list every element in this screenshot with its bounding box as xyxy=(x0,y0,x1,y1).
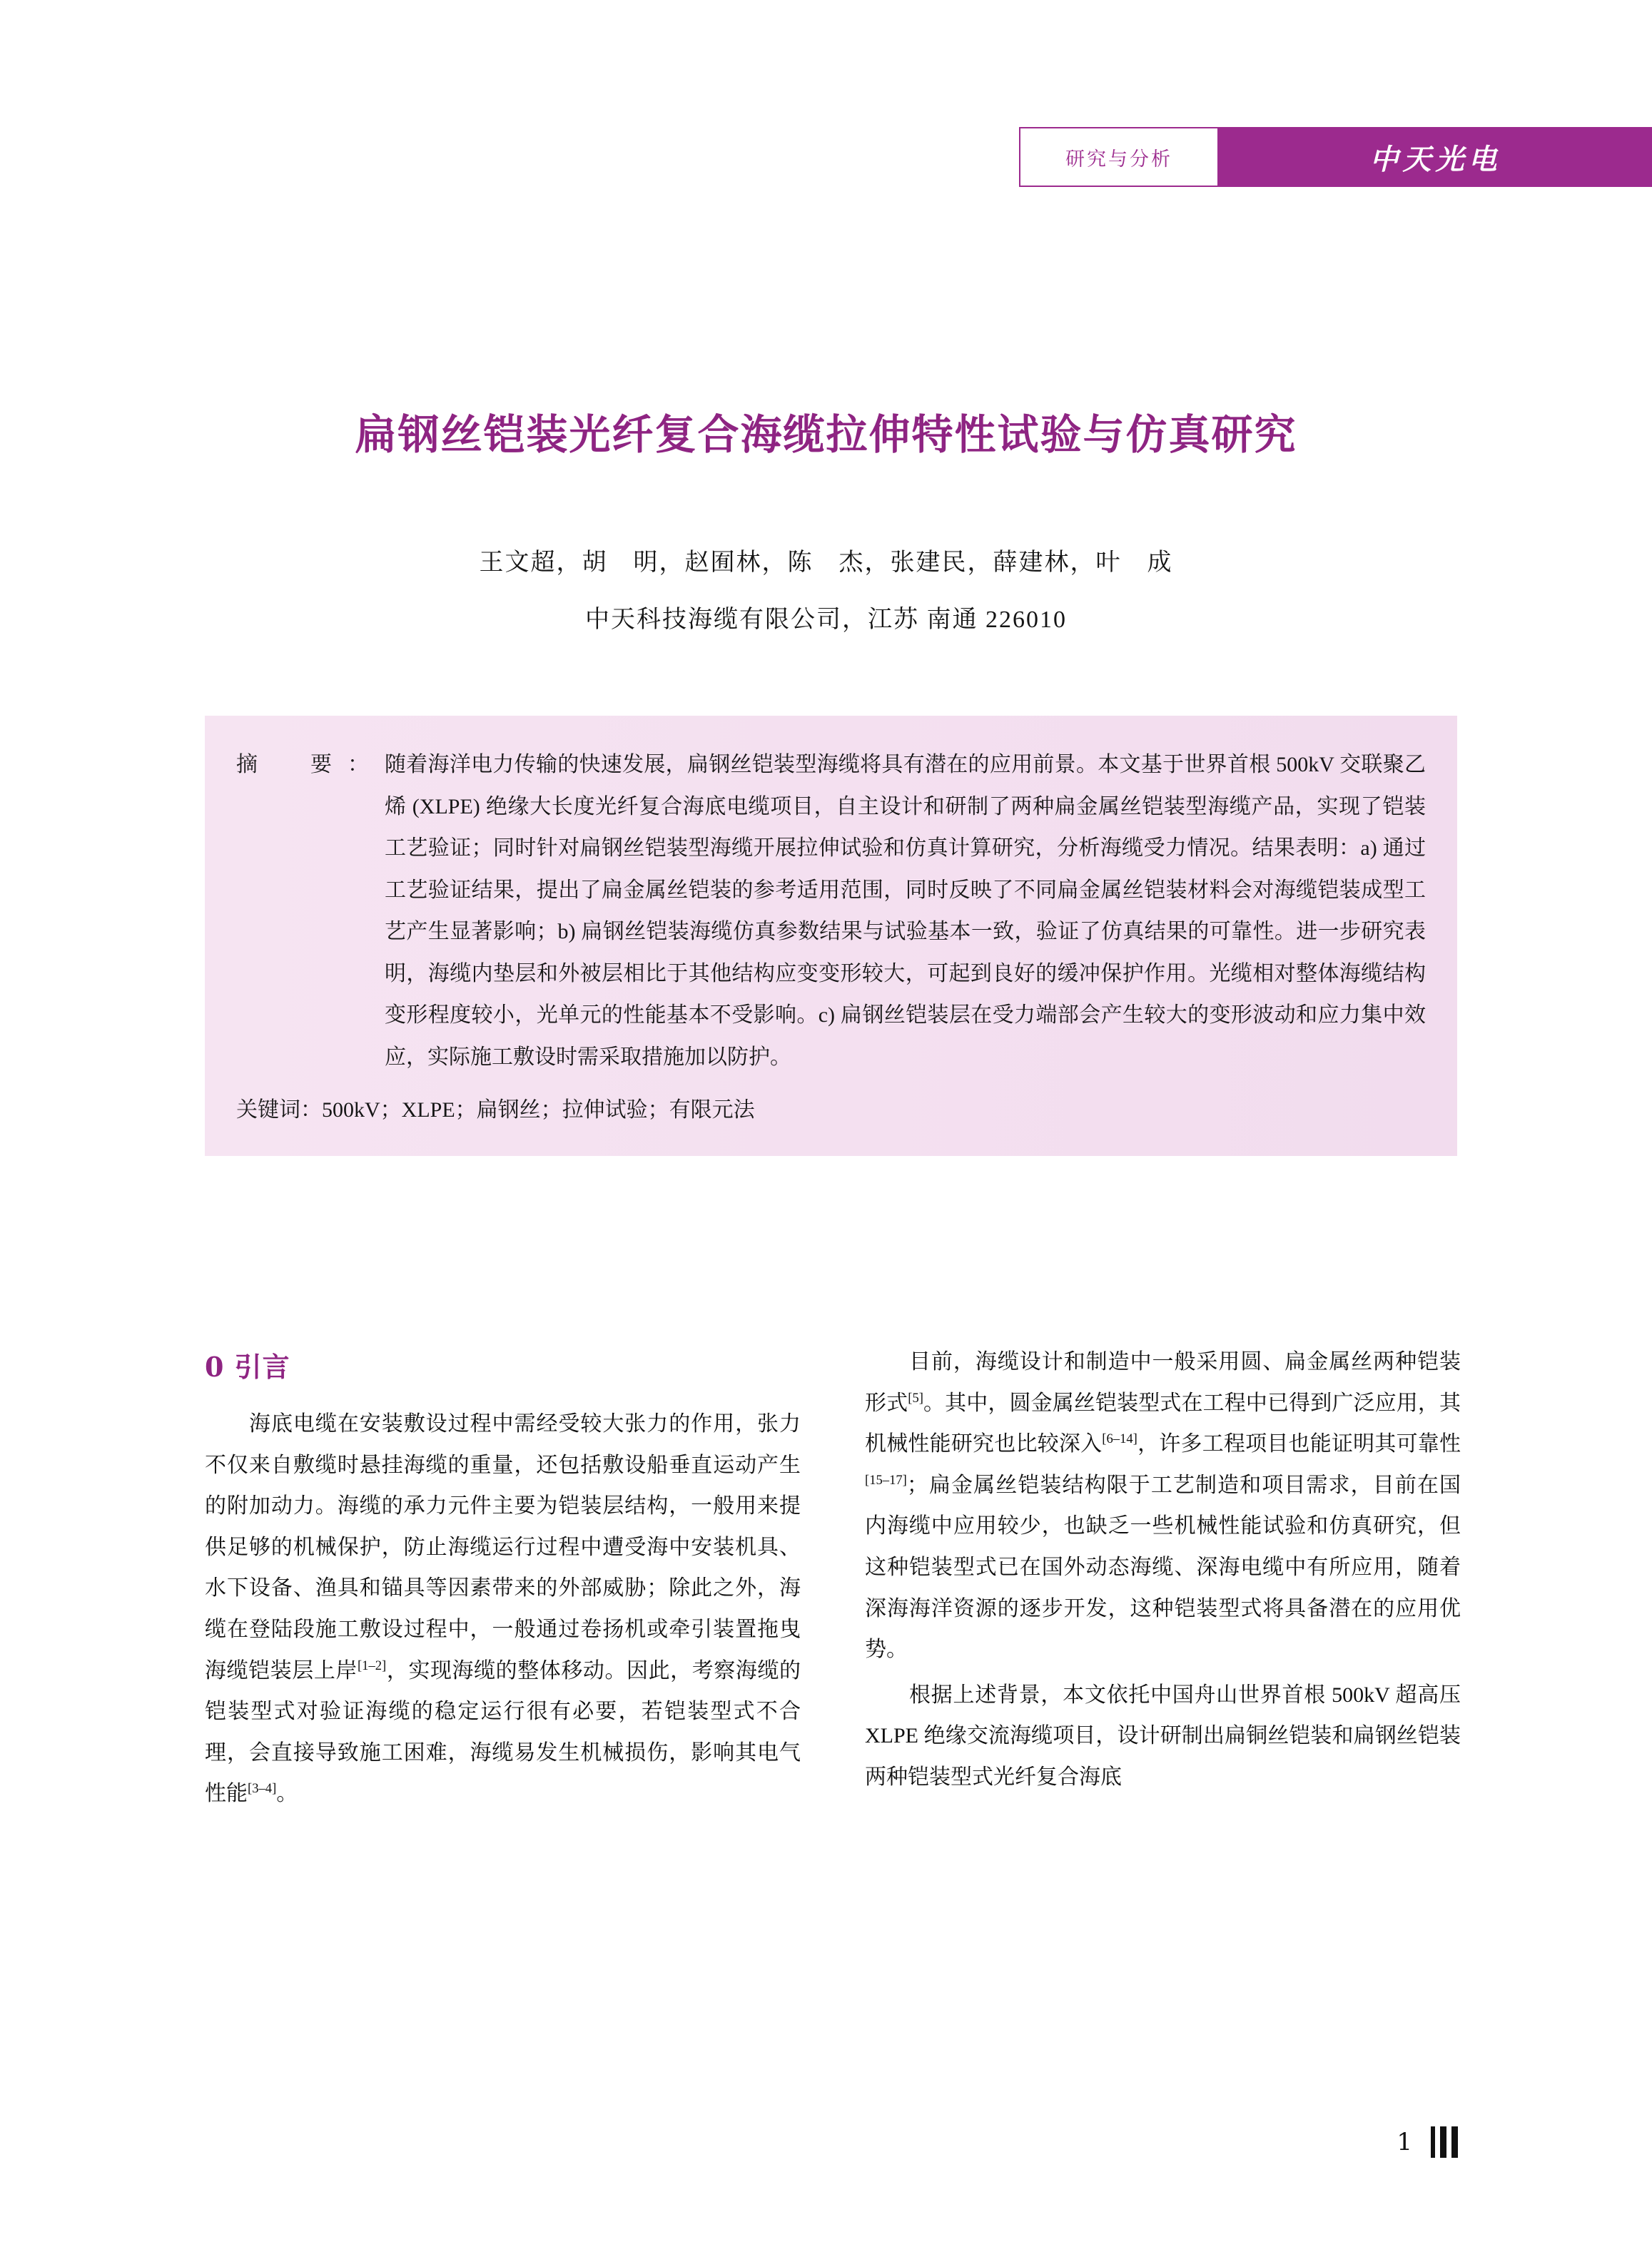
section-heading-0: 0 引言 xyxy=(205,1351,290,1383)
author-list: 王文超，胡 明，赵囿林，陈 杰，张建民，薛建林，叶 成 xyxy=(479,549,1173,576)
footer-bars-decoration xyxy=(1431,2126,1458,2158)
paragraph xyxy=(205,1404,801,1815)
paragraph-text-end: 。 xyxy=(276,1782,298,1806)
page-number: 1 xyxy=(1397,2128,1412,2156)
abstract-box xyxy=(205,716,1457,1156)
citation-ref: [6–14] xyxy=(1102,1431,1137,1447)
citation-ref: [1–2] xyxy=(357,1658,387,1673)
paragraph xyxy=(865,1341,1461,1670)
column-left xyxy=(205,1341,801,1819)
keywords: 关键词：500kV；XLPE；扁钢丝；拉伸试验；有限元法 xyxy=(236,1098,755,1122)
paragraph-text: 海底电缆在安装敷设过程中需经受较大张力的作用，张力不仅来自敷缆时悬挂海缆的重量，还包括敷设船垂直运动产生的附加动力。海缆的承力元件主要为铠装层结构，一般用来提供足够的机械保护，防止海缆运行过程中遭受海中安装机具、水下设备、渔具和锚具等因素带来的外部威胁；除此之外，海缆在登陆段施工敷设过程中，一般通过卷扬机或牵引装置拖曳海缆铠装层上岸 xyxy=(205,1411,801,1683)
citation-ref: [15–17] xyxy=(865,1472,907,1488)
affiliation: 中天科技海缆有限公司，江苏 南通 226010 xyxy=(585,607,1067,633)
column-right xyxy=(865,1341,1461,1819)
paragraph-text: ，许多工程项目也能证明其可靠性 xyxy=(1137,1432,1461,1456)
abstract-text: 随着海洋电力传输的快速发展，扁钢丝铠装型海缆将具有潜在的应用前景。本文基于世界首根 500kV 交联聚乙烯 (XLPE) 绝缘大长度光纤复合海底电缆项目，自主设计和研制了两种扁金属丝铠装型海缆产品，实现了铠装工艺验证；同时针对扁钢丝铠装型海缆开展拉伸试验和仿真计算研究，分析海缆受力情况。结果表明：a) 通过工艺验证结果，提出了扁金属丝铠装的参考适用范围，同时反映了不同扁金属丝铠装材料会对海缆铠装成型工艺产生显著影响；b) 扁钢丝铠装海缆仿真参数结果与试验基本一致，验证了仿真结果的可靠性。进一步研究表明，海缆内垫层和外被层相比于其他结构应变变形较大，可起到良好的缓冲保护作用。光缆相对整体海缆结构变形程度较小，光单元的性能基本不受影响。c) 扁钢丝铠装层在受力端部会产生较大的变形波动和应力集中效应，实际施工敷设时需采取措施加以防护。 xyxy=(385,753,1426,1069)
paragraph: 根据上述背景，本文依托中国舟山世界首根 500kV 超高压 XLPE 绝缘交流海缆项目，设计研制出扁铜丝铠装和扁钢丝铠装两种铠装型式光纤复合海底 xyxy=(865,1683,1461,1789)
abstract-row xyxy=(236,744,1426,1078)
journal-logo: 中天光电 xyxy=(1219,127,1652,187)
page-title: 扁钢丝铠装光纤复合海缆拉伸特性试验与仿真研究 xyxy=(355,410,1297,459)
header-section-label: 研究与分析 xyxy=(1019,127,1219,187)
paragraph-text: ；扁金属丝铠装结构限于工艺制造和项目需求，目前在国内海缆中应用较少，也缺乏一些机械性能试验和仿真研究，但这种铠装型式已在国外动态海缆、深海电缆中有所应用，随着深海海洋资源的逐步开发，这种铠装型式将具备潜在的应用优势。 xyxy=(865,1473,1461,1662)
body-columns xyxy=(205,1341,1461,1819)
abstract-label: 摘 要： xyxy=(236,753,385,776)
paragraph-text: 目前，海缆设计和制造中一般采用圆、扁金属丝两种铠装形式 xyxy=(865,1350,1461,1415)
citation-ref: [5] xyxy=(908,1390,923,1406)
page-header xyxy=(1019,127,1652,187)
paragraph-text: 。其中，圆金属丝铠装型式在工程中已得到广泛应用，其机械性能研究也比较深入 xyxy=(865,1391,1461,1456)
page-footer xyxy=(1397,2126,1458,2158)
citation-ref: [3–4] xyxy=(248,1781,277,1797)
paragraph-text-cont: ，实现海缆的整体移动。因此，考察海缆的铠装型式对验证海缆的稳定运行很有必要，若铠装型式不合理，会直接导致施工困难，海缆易发生机械损伤，影响其电气性能 xyxy=(205,1658,801,1806)
